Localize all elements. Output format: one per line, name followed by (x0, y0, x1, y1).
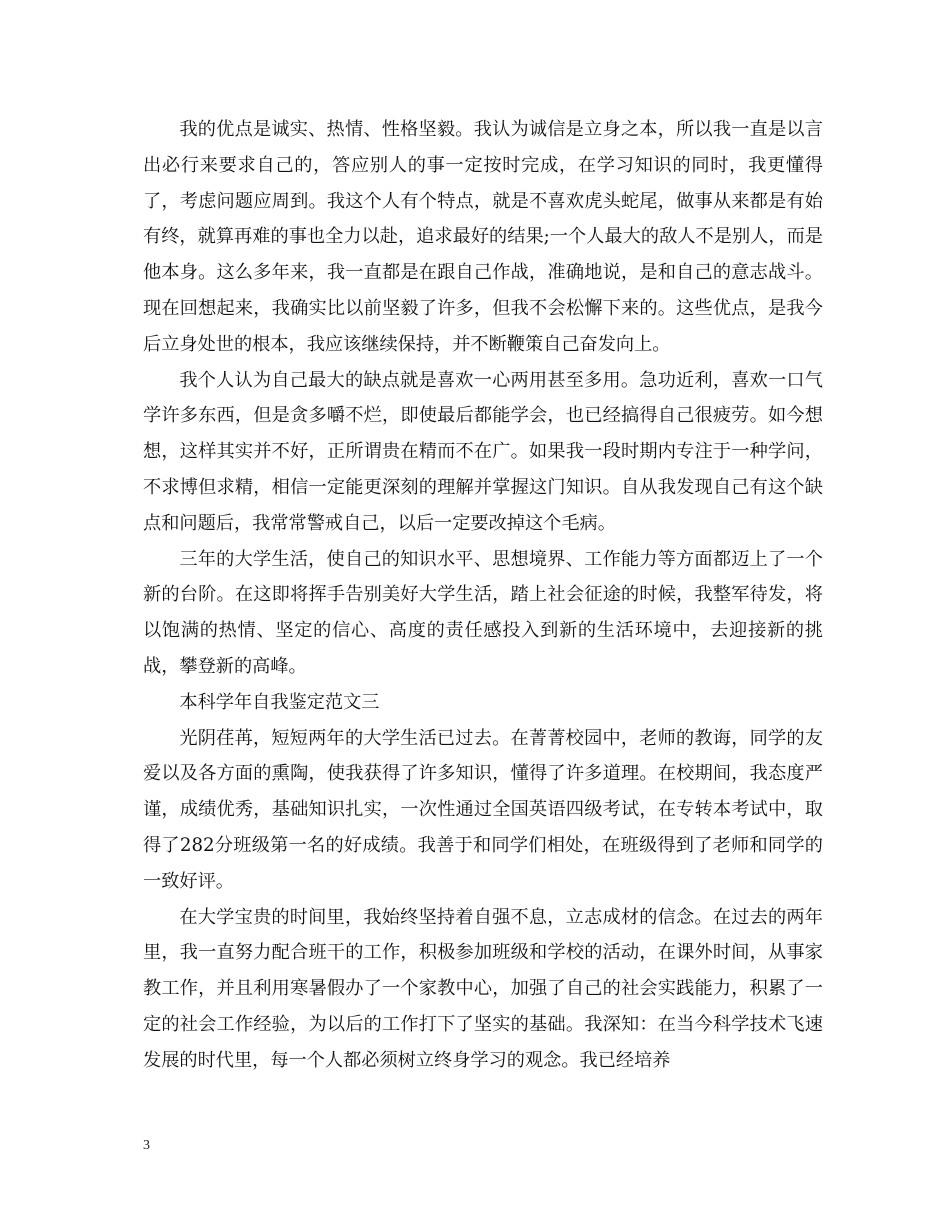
section-heading: 本科学年自我鉴定范文三 (179, 691, 380, 713)
paragraph-weaknesses: 我个人认为自己最大的缺点就是喜欢一心两用甚至多用。急功近利，喜欢一口气学许多东西，但是贪多嚼不烂，即使最后都能学会，也已经搞得自己很疲劳。如今想想，这样其实并不好，正所谓贵在精而不在广。如果我一段时期内专注于一种学问，不求博但求精，相信一定能更深刻的理解并掌握这门知识。自从我发现自己有这个缺点和问题后，我常常警戒自己，以后一定要改掉这个毛病。 (143, 369, 823, 534)
document-body (143, 112, 823, 1079)
paragraph-conclusion: 三年的大学生活，使自己的知识水平、思想境界、工作能力等方面都迈上了一个新的台阶。在这即将挥手告别美好大学生活，踏上社会征途的时候，我整军待发，将以饱满的热情、坚定的信心、高度的责任感投入到新的生活环境中，去迎接新的挑战，攀登新的高峰。 (143, 548, 823, 677)
paragraph-study-achievements: 光阴荏苒，短短两年的大学生活已过去。在菁菁校园中，老师的教诲，同学的友爱以及各方面的熏陶，使我获得了许多知识，懂得了许多道理。在校期间，我态度严谨，成绩优秀，基础知识扎实，一次性通过全国英语四级考试，在专转本考试中，取得了282分班级第一名的好成绩。我善于和同学们相处，在班级得到了老师和同学的一致好评。 (143, 727, 823, 892)
paragraph-self-improvement: 在大学宝贵的时间里，我始终坚持着自强不息，立志成材的信念。在过去的两年里，我一直努力配合班干的工作，积极参加班级和学校的活动，在课外时间，从事家教工作，并且利用寒暑假办了一个家教中心，加强了自己的社会实践能力，积累了一定的社会工作经验，为以后的工作打下了坚实的基础。我深知：在当今科学技术飞速发展的时代里，每一个人都必须树立终身学习的观念。我已经培养 (143, 906, 823, 1071)
page-number: 3 (143, 1138, 150, 1153)
paragraph-strengths: 我的优点是诚实、热情、性格坚毅。我认为诚信是立身之本，所以我一直是以言出必行来要求自己的，答应别人的事一定按时完成，在学习知识的同时，我更懂得了，考虑问题应周到。我这个人有个特点，就是不喜欢虎头蛇尾，做事从来都是有始有终，就算再难的事也全力以赴，追求最好的结果;一个人最大的敌人不是别人，而是他本身。这么多年来，我一直都是在跟自己作战，准确地说，是和自己的意志战斗。现在回想起来，我确实比以前坚毅了许多，但我不会松懈下来的。这些优点，是我今后立身处世的根本，我应该继续保持，并不断鞭策自己奋发向上。 (143, 119, 823, 355)
